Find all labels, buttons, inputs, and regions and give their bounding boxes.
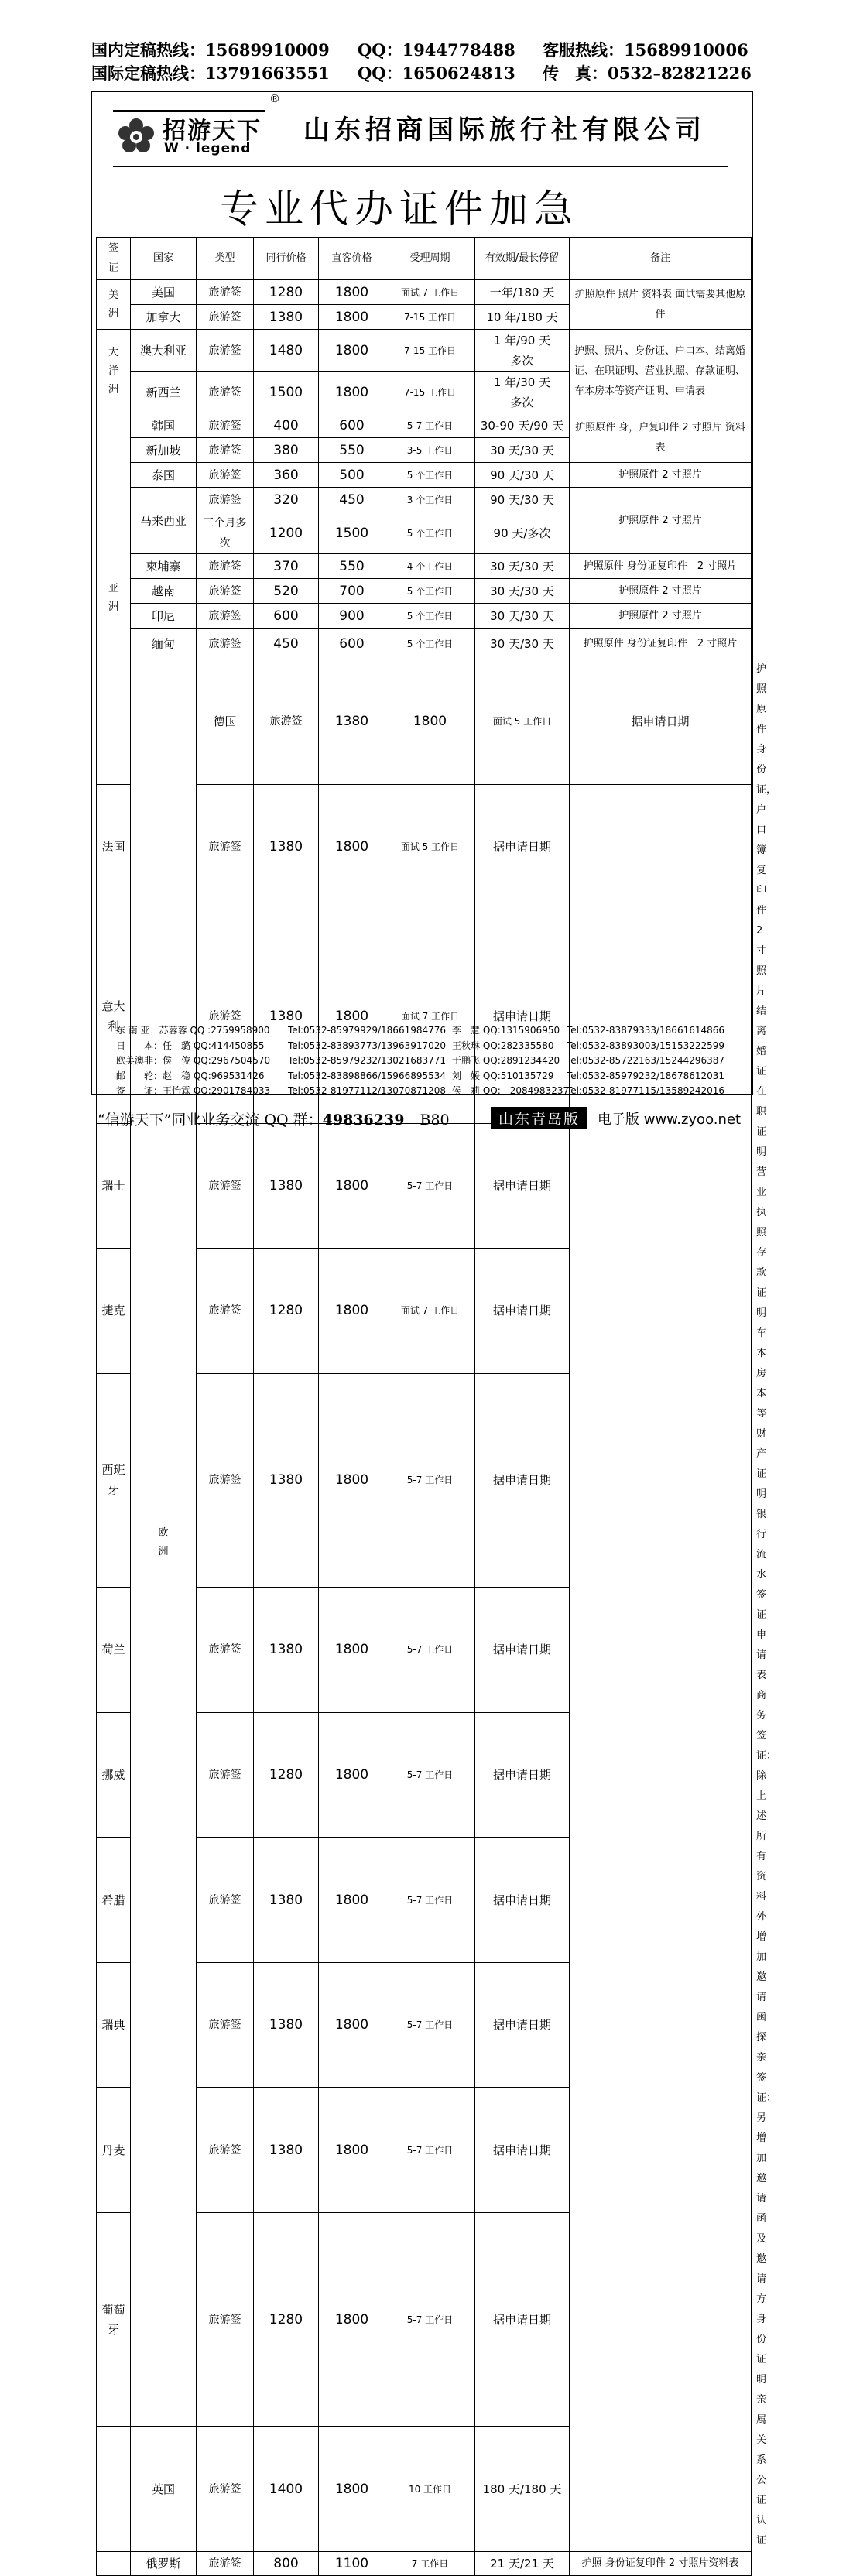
header-type: 类型 [197, 238, 254, 280]
cell-trade-price: 1200 [254, 512, 319, 554]
cell-trade-price: 360 [254, 463, 319, 488]
header-row [97, 238, 752, 280]
cell-retail-price: 1800 [385, 659, 475, 785]
cell-type: 旅游签 [197, 1249, 254, 1374]
cell-type: 旅游签 [197, 2213, 254, 2427]
contact-name: 东 南 亚：苏蓉蓉 QQ :2759958900 [116, 1025, 270, 1036]
contact-name: 王秋琳 QQ:282335580 [452, 1040, 554, 1051]
table-row [97, 463, 752, 488]
table-row [97, 280, 752, 305]
cell-type: 旅游签 [197, 372, 254, 413]
cell-country: 美国 [131, 280, 197, 305]
header-country: 国家 [131, 238, 197, 280]
cell-type: 旅游签 [197, 1712, 254, 1838]
cell-validity: 90 天/30 天 [475, 463, 570, 488]
cell-validity: 1 年/90 天 多次 [475, 330, 570, 372]
cell-retail-price: 1800 [319, 305, 385, 330]
cell-validity: 180 天/180 天 [475, 2427, 570, 2552]
contact-tel: Tel:0532-85979929/18661984776 [288, 1025, 447, 1036]
visa-table [96, 237, 777, 2576]
contact-row [116, 1023, 743, 1039]
cell-type: 旅游签 [197, 305, 254, 330]
cell-trade-price: 1380 [319, 659, 385, 785]
cell-country: 加拿大 [131, 305, 197, 330]
cell-validity: 30 天/30 天 [475, 438, 570, 463]
cell-processing: 5 个工作日 [385, 604, 475, 629]
region-empty [97, 2427, 131, 2552]
contact-name: 于鹏飞 QQ:2891234420 [452, 1055, 560, 1067]
cell-validity: 30-90 天/90 天 [475, 413, 570, 438]
cell-processing: 5-7 工作日 [385, 413, 475, 438]
cell-country: 澳大利亚 [131, 330, 197, 372]
header-retail-price: 直客价格 [319, 238, 385, 280]
footer-group [98, 1108, 450, 1129]
cell-type: 旅游签 [197, 784, 254, 909]
region-empty [97, 2552, 131, 2576]
footer-group-text: “信游天下”同业业务交流 QQ 群： [98, 1112, 323, 1129]
cell-retail-price: 1800 [319, 2427, 385, 2552]
cell-processing: 5-7 工作日 [385, 1838, 475, 1963]
contact-tel: Tel:0532-83893773/13963917020 [288, 1040, 447, 1051]
cell-type: 旅游签 [197, 1962, 254, 2088]
region-oceania: 大洋洲 [97, 330, 131, 413]
table-row [97, 413, 752, 438]
contact-name: 刘 媛 QQ:510135729 [452, 1070, 554, 1081]
cell-type: 旅游签 [197, 909, 254, 1123]
cell-country: 葡萄牙 [97, 2213, 131, 2427]
table-row [97, 554, 752, 579]
contact-name: 邮 轮：赵 稳 QQ:969531426 [116, 1070, 265, 1081]
cell-type: 旅游签 [197, 1838, 254, 1963]
cell-trade-price: 320 [254, 488, 319, 512]
cell-processing: 面试 5 工作日 [385, 784, 475, 909]
contact-name: 李 慧 QQ:1315906950 [452, 1025, 560, 1036]
header-validity: 有效期/最长停留 [475, 238, 570, 280]
cell-validity: 据申请日期 [475, 909, 570, 1123]
cell-type: 旅游签 [197, 2088, 254, 2213]
cell-country: 捷克 [97, 1249, 131, 1374]
cell-validity: 90 天/30 天 [475, 488, 570, 512]
cell-validity: 据申请日期 [475, 1588, 570, 1713]
cell-processing: 5-7 工作日 [385, 1588, 475, 1713]
cell-trade-price: 370 [254, 554, 319, 579]
cell-country: 泰国 [131, 463, 197, 488]
flower-icon [116, 118, 156, 155]
cell-validity: 据申请日期 [475, 1962, 570, 2088]
company-name: 山东招商国际旅行社有限公司 [303, 115, 706, 146]
cell-country: 新加坡 [131, 438, 197, 463]
contact-name: 日 本：任 璐 QQ:414450855 [116, 1040, 265, 1051]
cell-validity: 10 年/180 天 [475, 305, 570, 330]
table-row [97, 488, 752, 512]
cell-trade-price: 1400 [254, 2427, 319, 2552]
cell-country: 缅甸 [131, 629, 197, 659]
cell-processing: 5-7 工作日 [385, 1123, 475, 1249]
cell-trade-price: 1380 [254, 1962, 319, 2088]
cell-country: 英国 [131, 2427, 197, 2552]
cell-type: 旅游签 [197, 554, 254, 579]
qq-1: QQ：1944778488 [358, 40, 515, 60]
qq-2: QQ：1650624813 [358, 63, 515, 83]
table-row [97, 2552, 752, 2576]
contact-tel: Tel:0532-85979232/18678612031 [567, 1070, 725, 1081]
cell-type: 旅游签 [197, 1588, 254, 1713]
cell-processing: 7-15 工作日 [385, 330, 475, 372]
cell-processing: 4 个工作日 [385, 554, 475, 579]
cell-processing: 10 工作日 [385, 2427, 475, 2552]
header-notes: 备注 [570, 238, 752, 280]
cell-retail-price: 1800 [319, 1712, 385, 1838]
cell-trade-price: 800 [254, 2552, 319, 2576]
cell-type: 旅游签 [197, 463, 254, 488]
cell-type: 旅游签 [197, 280, 254, 305]
cell-trade-price: 1280 [254, 1249, 319, 1374]
cell-processing: 7-15 工作日 [385, 372, 475, 413]
cell-country: 德国 [197, 659, 254, 785]
cell-trade-price: 1480 [254, 330, 319, 372]
registered-mark: ® [269, 93, 280, 105]
table-row: 欧洲 德国 旅游签 1380 1800 面试 5 工作日 据申请日期 护照原件 身份证，户口簿复印件 2 寸照片 结离婚证 在职证明 营业执照 存款证明 车本房本等财产证明 银行流水 签证申请表 商务签证：除上述所有资料外增加 邀请函 探亲签证：另增加邀请函及邀请方身份证明亲属关系公证认证 [97, 659, 752, 785]
cell-trade-price: 450 [254, 629, 319, 659]
cell-processing: 7-15 工作日 [385, 305, 475, 330]
contact-row [116, 1084, 743, 1099]
contact-tel: Tel:0532-83898866/15966895534 [288, 1070, 447, 1081]
cell-processing: 面试 7 工作日 [385, 909, 475, 1123]
cell-processing: 5 个工作日 [385, 463, 475, 488]
cell-retail-price: 1800 [319, 372, 385, 413]
region-europe: 欧洲 [131, 659, 197, 2427]
cell-retail-price: 1800 [319, 2088, 385, 2213]
cell-country: 挪威 [97, 1712, 131, 1838]
note-oceania: 护照、照片、身份证、户口本、结离婚证、在职证明、营业执照、存款证明、车本房本等资产证明、申请表 [570, 330, 752, 413]
page-number: B80 [420, 1112, 450, 1129]
contact-name: 侯 莉 QQ: 2084983237 [452, 1085, 570, 1097]
header-visa: 签证 [97, 238, 131, 280]
cell-country: 荷兰 [97, 1588, 131, 1713]
cell-country: 法国 [97, 784, 131, 909]
cell-processing: 3-5 工作日 [385, 438, 475, 463]
cell-processing: 5 个工作日 [385, 629, 475, 659]
cell-type: 旅游签 [197, 579, 254, 604]
table-row [97, 2427, 752, 2552]
contact-row [116, 1053, 743, 1069]
cell-type: 旅游签 [197, 2427, 254, 2552]
cell-validity: 据申请日期 [475, 784, 570, 909]
cell-trade-price: 1380 [254, 909, 319, 1123]
cell-type: 旅游签 [197, 629, 254, 659]
cell-validity: 据申请日期 [570, 659, 752, 785]
cell-trade-price: 1280 [254, 280, 319, 305]
cell-retail-price: 1800 [319, 330, 385, 372]
cell-validity: 据申请日期 [475, 1249, 570, 1374]
cell-trade-price: 400 [254, 413, 319, 438]
contact-name: 签 证：王怡霖 QQ:2901784033 [116, 1085, 271, 1097]
cell-country: 西班牙 [97, 1373, 131, 1587]
cell-country: 柬埔寨 [131, 554, 197, 579]
brand-cn: 招游天下 [163, 118, 262, 145]
cell-type: 旅游签 [197, 604, 254, 629]
cell-processing: 5-7 工作日 [385, 1712, 475, 1838]
cell-country: 新西兰 [131, 372, 197, 413]
table-row [97, 330, 752, 372]
cell-validity: 30 天/30 天 [475, 604, 570, 629]
cell-validity: 据申请日期 [475, 2213, 570, 2427]
cell-retail-price: 1800 [319, 1838, 385, 1963]
note-id: 护照原件 2 寸照片 [570, 604, 752, 629]
note-ru: 护照 身份证复印件 2 寸照片资料表 [570, 2552, 752, 2576]
cell-processing: 5-7 工作日 [385, 1373, 475, 1587]
cell-retail-price: 1800 [319, 1249, 385, 1374]
cell-trade-price: 1380 [254, 1588, 319, 1713]
note-th: 护照原件 2 寸照片 [570, 463, 752, 488]
cell-validity: 90 天/多次 [475, 512, 570, 554]
cell-validity: 30 天/30 天 [475, 579, 570, 604]
contact-tel: Tel:0532-81977115/13589242016 [567, 1085, 725, 1097]
cell-retail-price: 1100 [319, 2552, 385, 2576]
edition-badge: 山东青岛版 [491, 1107, 587, 1129]
cell-retail-price: 1800 [319, 1588, 385, 1713]
headline: 专业代办证件加急 [220, 187, 579, 231]
cell-retail-price: 600 [319, 413, 385, 438]
header-processing: 受理周期 [385, 238, 475, 280]
cell-validity: 21 天/21 天 [475, 2552, 570, 2576]
cell-type: 旅游签 [197, 1373, 254, 1587]
cell-validity: 30 天/30 天 [475, 629, 570, 659]
contact-row [116, 1069, 743, 1084]
cell-validity: 30 天/30 天 [475, 554, 570, 579]
cell-processing: 5-7 工作日 [385, 2213, 475, 2427]
cell-trade-price: 380 [254, 438, 319, 463]
cell-validity: 1 年/30 天 多次 [475, 372, 570, 413]
fax: 传 真：0532–82821226 [543, 63, 752, 83]
cell-type: 旅游签 [197, 1123, 254, 1249]
cell-processing: 7 工作日 [385, 2552, 475, 2576]
cell-country: 意大利 [97, 909, 131, 1123]
divider [113, 166, 728, 167]
cell-country: 丹麦 [97, 2088, 131, 2213]
contact-tel: Tel:0532-85722163/15244296387 [567, 1055, 725, 1067]
cell-type: 三个月多次 [197, 512, 254, 554]
intl-hotline: 国际定稿热线：13791663551 [91, 63, 330, 83]
cell-trade-price: 1280 [254, 1712, 319, 1838]
cell-processing: 3 个工作日 [385, 488, 475, 512]
cell-trade-price: 1380 [254, 784, 319, 909]
cell-validity: 据申请日期 [475, 1123, 570, 1249]
cell-validity: 据申请日期 [475, 1838, 570, 1963]
cell-country: 瑞典 [97, 1962, 131, 2088]
cell-validity: 据申请日期 [475, 1373, 570, 1587]
cell-trade-price: 1380 [254, 1838, 319, 1963]
note-americas: 护照原件 照片 资料表 面试需要其他原件 [570, 280, 752, 330]
cell-country: 印尼 [131, 604, 197, 629]
cell-trade-price: 1380 [254, 1373, 319, 1587]
cell-processing: 5-7 工作日 [385, 2088, 475, 2213]
cell-trade-price: 600 [254, 604, 319, 629]
footer-qq: 49836239 [322, 1112, 405, 1129]
cell-processing: 5 个工作日 [385, 512, 475, 554]
cell-retail-price: 550 [319, 554, 385, 579]
cell-country: 俄罗斯 [131, 2552, 197, 2576]
cell-processing: 面试 5 工作日 [475, 659, 570, 785]
contact-row [116, 1039, 743, 1054]
cell-trade-price: 1380 [254, 305, 319, 330]
contacts [116, 1023, 743, 1099]
cell-validity: 据申请日期 [475, 1712, 570, 1838]
cell-country: 马来西亚 [131, 488, 197, 554]
cell-type: 旅游签 [254, 659, 319, 785]
cell-retail-price: 450 [319, 488, 385, 512]
cell-country: 韩国 [131, 413, 197, 438]
cell-retail-price: 1800 [319, 1123, 385, 1249]
cell-validity: 一年/180 天 [475, 280, 570, 305]
service-hotline: 客服热线：15689910006 [543, 40, 748, 60]
cell-retail-price: 600 [319, 629, 385, 659]
note-my: 护照原件 2 寸照片 [570, 488, 752, 554]
cell-retail-price: 1800 [319, 280, 385, 305]
brand-en: W · legend [164, 141, 252, 156]
cell-validity: 据申请日期 [475, 2088, 570, 2213]
cell-retail-price: 900 [319, 604, 385, 629]
region-asia: 亚洲 [97, 413, 131, 785]
cell-type: 旅游签 [197, 2552, 254, 2576]
table-row [97, 629, 752, 659]
region-americas: 美洲 [97, 280, 131, 330]
table-row [97, 604, 752, 629]
note-kh: 护照原件 身份证复印件 2 寸照片 [570, 554, 752, 579]
cell-country: 希腊 [97, 1838, 131, 1963]
cell-type: 旅游签 [197, 438, 254, 463]
cell-retail-price: 700 [319, 579, 385, 604]
cell-retail-price: 1800 [319, 784, 385, 909]
logo [113, 93, 280, 158]
contact-tel: Tel:0532-81977112/13070871208 [288, 1085, 447, 1097]
contact-tel: Tel:0532-83879333/18661614866 [567, 1025, 725, 1036]
note-kr-sg: 护照原件 身，户复印件 2 寸照片 资料表 [570, 413, 752, 463]
contact-tel: Tel:0532-85979232/13021683771 [288, 1055, 447, 1067]
cell-trade-price: 1380 [254, 1123, 319, 1249]
contact-tel: Tel:0532-83893003/15153222599 [567, 1040, 725, 1051]
cell-trade-price: 520 [254, 579, 319, 604]
table-row [97, 579, 752, 604]
cell-retail-price: 550 [319, 438, 385, 463]
cell-trade-price: 1500 [254, 372, 319, 413]
contact-name: 欧美澳非：侯 俊 QQ:2967504570 [116, 1055, 271, 1067]
cell-type: 旅游签 [197, 330, 254, 372]
domestic-hotline: 国内定稿热线：15689910009 [91, 40, 330, 60]
cell-retail-price: 1500 [319, 512, 385, 554]
cell-processing: 面试 7 工作日 [385, 280, 475, 305]
cell-processing: 5 个工作日 [385, 579, 475, 604]
cell-processing: 5-7 工作日 [385, 1962, 475, 2088]
cell-country: 瑞士 [97, 1123, 131, 1249]
cell-retail-price: 1800 [319, 1373, 385, 1587]
cell-retail-price: 1800 [319, 2213, 385, 2427]
cell-retail-price: 500 [319, 463, 385, 488]
cell-processing: 面试 7 工作日 [385, 1249, 475, 1374]
epaper-link[interactable]: 电子版 www.zyoo.net [598, 1112, 742, 1128]
cell-type: 旅游签 [197, 413, 254, 438]
note-vn: 护照原件 2 寸照片 [570, 579, 752, 604]
cell-retail-price: 1800 [319, 1962, 385, 2088]
cell-trade-price: 1280 [254, 2213, 319, 2427]
cell-trade-price: 1380 [254, 2088, 319, 2213]
cell-country: 越南 [131, 579, 197, 604]
cell-type: 旅游签 [197, 488, 254, 512]
cell-retail-price: 1800 [319, 909, 385, 1123]
note-mm: 护照原件 身份证复印件 2 寸照片 [570, 629, 752, 659]
header-trade-price: 同行价格 [254, 238, 319, 280]
